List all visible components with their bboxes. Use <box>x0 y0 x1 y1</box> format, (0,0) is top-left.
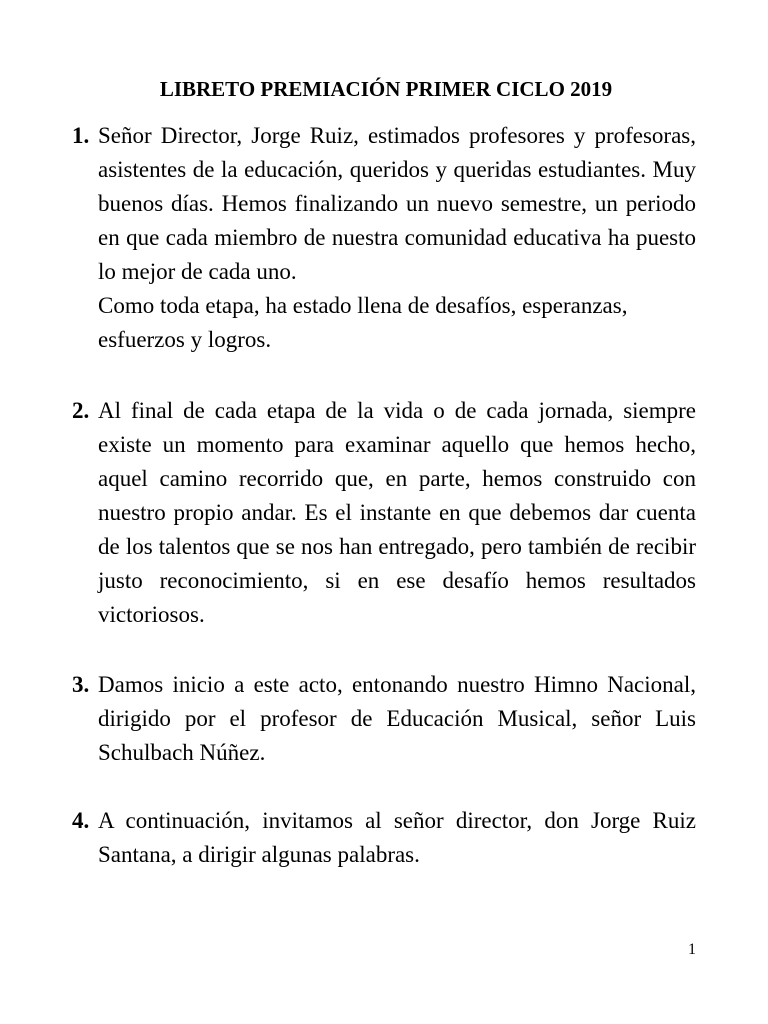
list-item <box>72 394 696 632</box>
item-number: 1. <box>72 123 90 148</box>
item-text <box>98 804 696 872</box>
item-text <box>98 119 696 357</box>
item-number: 4. <box>72 808 90 833</box>
list-item <box>72 668 696 770</box>
item-text <box>98 668 696 770</box>
item-number: 3. <box>72 672 90 697</box>
list-item <box>72 119 696 357</box>
paragraph: A continuación, invitamos al señor director, don Jorge Ruiz Santana, a dirigir algunas palabras. <box>98 808 696 867</box>
item-number: 2. <box>72 398 90 423</box>
paragraph: Señor Director, Jorge Ruiz, estimados profesores y profesoras, asistentes de la educación, queridos y queridas estudiantes. Muy buenos días. Hemos finalizando un nuevo semestre, un periodo en que cada miembro de nuestra comunidad educativa ha puesto lo mejor de cada uno. <box>98 123 696 284</box>
page-number: 1 <box>688 941 696 958</box>
item-text <box>98 394 696 632</box>
paragraph: Al final de cada etapa de la vida o de cada jornada, siempre existe un momento para examinar aquello que hemos hecho, aquel camino recorrido que, en parte, hemos construido con nuestro propio andar. Es el instante en que debemos dar cuenta de los talentos que se nos han entregado, pero también de recibir justo reconocimiento, si en ese desafío hemos resultados victoriosos. <box>98 398 696 627</box>
paragraph: Damos inicio a este acto, entonando nuestro Himno Nacional, dirigido por el profesor de Educación Musical, señor Luis Schulbach Núñez. <box>98 672 696 765</box>
list-item <box>72 804 696 872</box>
document-title: LIBRETO PREMIACIÓN PRIMER CICLO 2019 <box>159 77 613 101</box>
paragraph: Como toda etapa, ha estado llena de desafíos, esperanzas, esfuerzos y logros. <box>98 293 628 352</box>
